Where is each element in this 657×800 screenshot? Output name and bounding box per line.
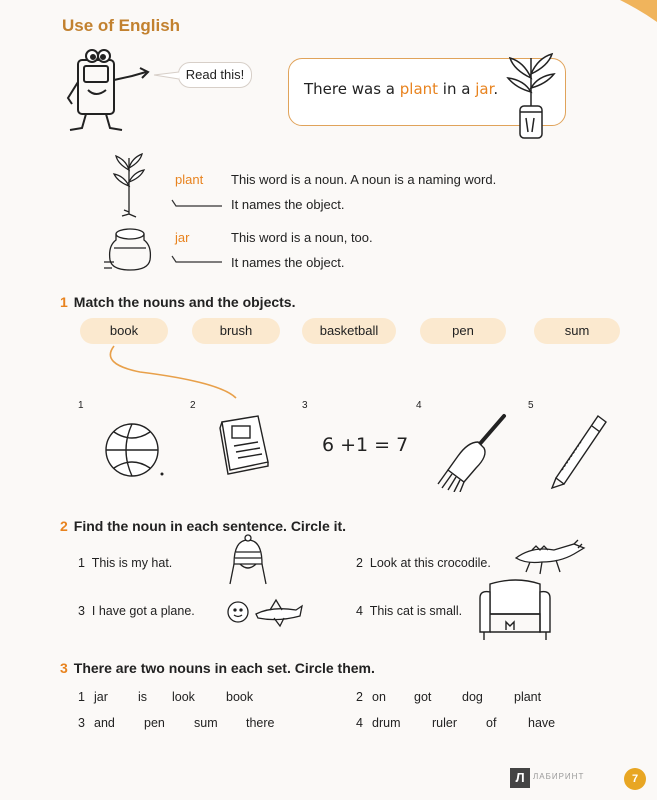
read-this-bubble: Read this! <box>178 62 252 88</box>
set-4-word-4[interactable]: have <box>528 716 556 730</box>
hat-icon <box>226 534 270 590</box>
set-number-1: 1 <box>78 690 85 704</box>
explain-line-jar-1: This word is a noun, too. <box>231 230 373 245</box>
sum-equation: 6 +1 = 7 <box>322 434 409 456</box>
sentence-number-2: 2 <box>356 556 363 570</box>
bubble-tail <box>152 68 180 82</box>
word-pill-brush[interactable]: brush <box>192 318 280 344</box>
sentence-number-1: 1 <box>78 556 85 570</box>
book-icon <box>214 412 276 478</box>
sentence-1 <box>78 556 172 570</box>
exercise-1-instruction: Match the nouns and the objects. <box>73 294 296 310</box>
armchair-cat-icon <box>476 574 554 644</box>
set-2-word-2[interactable]: got <box>414 690 432 704</box>
arrow-left-icon <box>168 250 224 266</box>
quote-text-before: There was a <box>304 80 400 98</box>
exercise-2-instruction: Find the noun in each sentence. Circle it. <box>73 518 347 534</box>
exercise-1-heading <box>60 294 295 310</box>
set-3-word-1[interactable]: and <box>94 716 115 730</box>
brush-icon <box>434 412 508 492</box>
explain-line-jar-2: It names the object. <box>231 255 345 270</box>
jar-icon <box>102 226 154 274</box>
plant-icon <box>112 152 146 218</box>
robot-mascot-icon <box>62 46 154 136</box>
crocodile-icon <box>512 532 588 578</box>
matching-line-example <box>100 342 250 402</box>
set-number-2: 2 <box>356 690 363 704</box>
sentence-2 <box>356 556 491 570</box>
set-1-word-3[interactable]: look <box>172 690 195 704</box>
quote-text-middle: in a <box>438 80 476 98</box>
quote-text-after: . <box>493 80 499 98</box>
set-3-word-4[interactable]: there <box>246 716 275 730</box>
page-number-badge: 7 <box>624 768 646 790</box>
sentence-3 <box>78 604 195 618</box>
quote-sentence <box>304 80 498 98</box>
item-number-1: 1 <box>78 400 84 411</box>
watermark-text: ЛАБИРИНТ <box>533 772 585 781</box>
pen-icon <box>548 412 608 492</box>
exercise-2-number: 2 <box>60 518 68 534</box>
explain-line-plant-2: It names the object. <box>231 197 345 212</box>
word-pill-pen[interactable]: pen <box>420 318 506 344</box>
item-number-5: 5 <box>528 400 534 411</box>
set-2-word-3[interactable]: dog <box>462 690 483 704</box>
set-4-word-3[interactable]: of <box>486 716 497 730</box>
quote-noun-jar: jar <box>475 80 494 98</box>
set-2-word-1[interactable]: on <box>372 690 386 704</box>
word-pill-basketball[interactable]: basketball <box>302 318 396 344</box>
plant-in-jar-icon <box>502 48 560 144</box>
explain-word-jar: jar <box>175 230 190 245</box>
set-2-word-4[interactable]: plant <box>514 690 542 704</box>
sentence-number-3: 3 <box>78 604 85 618</box>
exercise-3-number: 3 <box>60 660 68 676</box>
set-1-word-1[interactable]: jar <box>94 690 108 704</box>
set-3-word-3[interactable]: sum <box>194 716 218 730</box>
watermark-logo: Л <box>510 768 530 788</box>
sentence-text-2[interactable]: Look at this crocodile. <box>369 556 491 570</box>
corner-decoration <box>620 0 657 22</box>
quote-noun-plant: plant <box>399 80 439 98</box>
set-number-4: 4 <box>356 716 363 730</box>
item-number-2: 2 <box>190 400 196 411</box>
basketball-icon <box>102 420 166 482</box>
set-3-word-2[interactable]: pen <box>144 716 165 730</box>
set-1-word-4[interactable]: book <box>226 690 254 704</box>
plane-icon <box>226 596 306 630</box>
sentence-number-4: 4 <box>356 604 363 618</box>
explain-word-plant: plant <box>175 172 204 187</box>
exercise-3-heading <box>60 660 375 676</box>
sentence-text-1[interactable]: This is my hat. <box>91 556 173 570</box>
word-pill-book[interactable]: book <box>80 318 168 344</box>
set-4-word-1[interactable]: drum <box>372 716 401 730</box>
set-number-3: 3 <box>78 716 85 730</box>
sentence-text-4[interactable]: This cat is small. <box>369 604 463 618</box>
sentence-4 <box>356 604 462 618</box>
word-pill-sum[interactable]: sum <box>534 318 620 344</box>
exercise-1-number: 1 <box>60 294 68 310</box>
sentence-text-3[interactable]: I have got a plane. <box>91 604 195 618</box>
set-1-word-2[interactable]: is <box>138 690 148 704</box>
exercise-2-heading <box>60 518 346 534</box>
explain-line-plant-1: This word is a noun. A noun is a naming word. <box>231 172 497 187</box>
item-number-3: 3 <box>302 400 308 411</box>
page-title: Use of English <box>62 16 181 35</box>
item-number-4: 4 <box>416 400 422 411</box>
set-4-word-2[interactable]: ruler <box>432 716 458 730</box>
arrow-left-icon <box>168 194 224 210</box>
exercise-3-instruction: There are two nouns in each set. Circle them. <box>73 660 375 676</box>
